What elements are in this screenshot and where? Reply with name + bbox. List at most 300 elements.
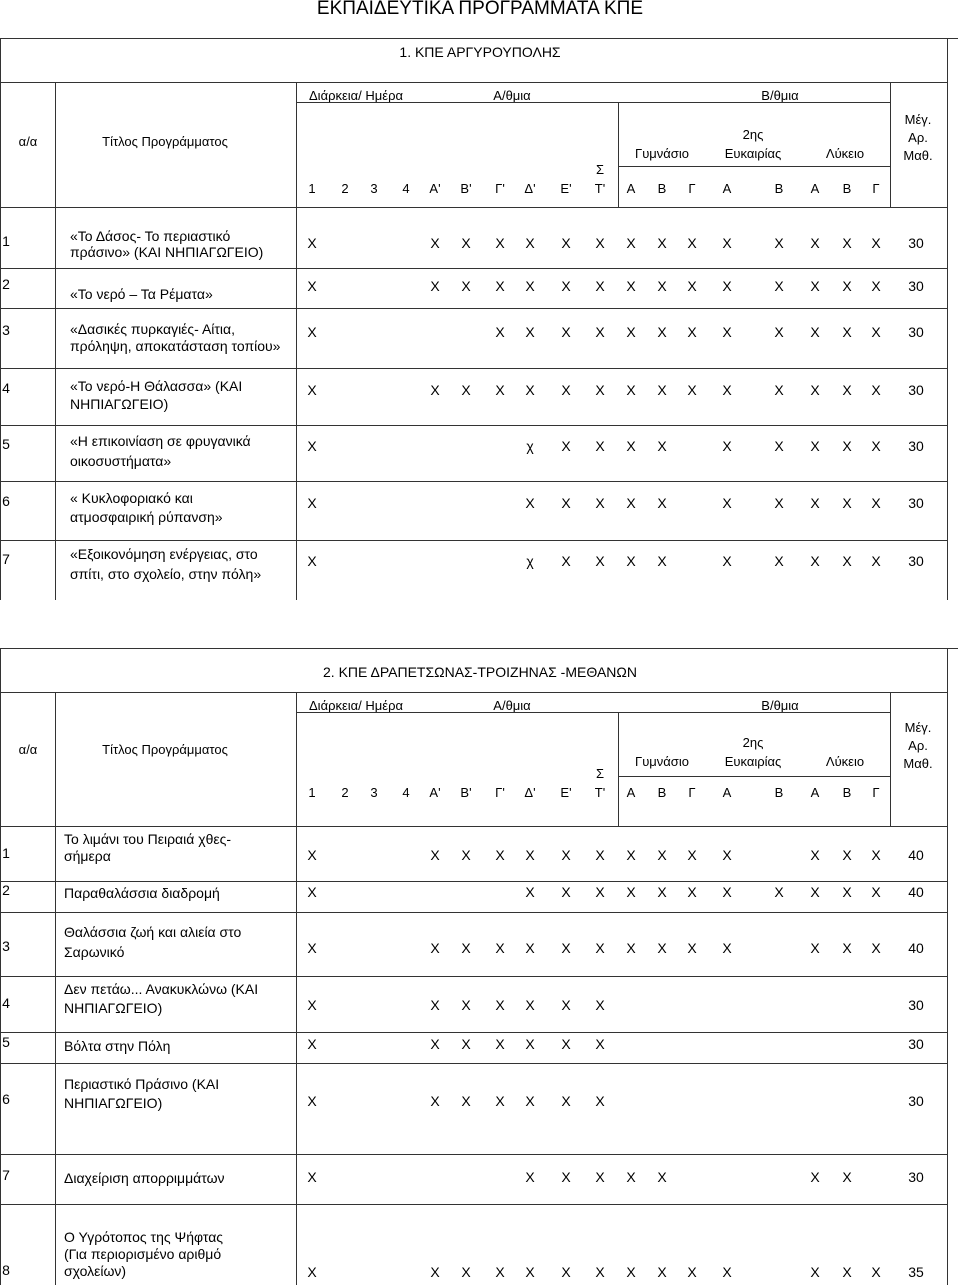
program-title: ΝΗΠΙΑΓΩΓΕΙΟ) <box>64 1000 163 1016</box>
header-vline <box>890 692 891 826</box>
row-separator <box>0 912 947 913</box>
mark-cell: X <box>774 235 784 251</box>
col-header-sigma: Σ <box>595 766 605 781</box>
row-number: 5 <box>2 1034 10 1050</box>
table-border-left <box>0 38 1 600</box>
program-title: πρόληψη, αποκατάσταση τοπίου» <box>70 338 281 354</box>
row-separator <box>0 207 947 208</box>
section-title-separator <box>0 82 947 83</box>
mark-cell: X <box>871 278 881 294</box>
mark-cell: X <box>595 382 605 398</box>
header-vline <box>55 82 56 207</box>
mark-cell: X <box>461 235 471 251</box>
mark-cell: X <box>430 847 440 863</box>
mark-cell: X <box>871 1264 881 1280</box>
col-header-second-chance: 2ης <box>742 127 764 142</box>
mark-cell: X <box>810 495 820 511</box>
mark-cell: X <box>495 324 505 340</box>
section-title: 1. ΚΠΕ ΑΡΓΥΡΟΥΠΟΛΗΣ <box>399 44 561 60</box>
program-title: ατμοσφαιρική ρύπανση» <box>70 509 223 525</box>
mark-cell: X <box>307 438 317 454</box>
header-subline <box>618 776 890 777</box>
mark-cell: X <box>687 940 697 956</box>
table-border-top <box>0 648 958 649</box>
program-title: Το λιμάνι του Πειραιά χθες- <box>64 831 232 847</box>
mark-cell: X <box>842 940 852 956</box>
mark-cell: X <box>810 1169 820 1185</box>
mark-cell: X <box>595 235 605 251</box>
mark-cell: X <box>626 438 636 454</box>
row-number: 1 <box>2 845 10 861</box>
program-title: Ο Υγρότοπος της Ψήφτας <box>64 1229 224 1245</box>
mark-cell: X <box>461 1093 471 1109</box>
program-title: «Το Δάσος- Το περιαστικό <box>70 228 231 244</box>
col-header-18: Γ <box>872 785 880 800</box>
mark-cell: X <box>495 940 505 956</box>
col-header-6: Β' <box>460 785 472 800</box>
mark-cell: X <box>461 382 471 398</box>
col-header-16: Α <box>810 785 820 800</box>
table-border-left <box>0 648 1 1285</box>
max-students-value: 30 <box>908 235 924 251</box>
row-separator <box>0 826 947 827</box>
row-number: 4 <box>2 380 10 396</box>
col-header-aa: α/α <box>18 742 38 757</box>
mark-cell: X <box>842 235 852 251</box>
mark-cell: X <box>307 997 317 1013</box>
mark-cell: X <box>810 847 820 863</box>
row-separator <box>0 268 947 269</box>
max-students-value: 35 <box>908 1264 924 1280</box>
mark-cell: X <box>774 324 784 340</box>
mark-cell: X <box>495 847 505 863</box>
mark-cell: X <box>657 940 667 956</box>
row-number: 6 <box>2 1091 10 1107</box>
col-header-lykeio: Λύκειο <box>825 754 865 769</box>
mark-cell: X <box>842 1169 852 1185</box>
mark-cell: X <box>495 382 505 398</box>
max-students-value: 40 <box>908 847 924 863</box>
program-title: «Δασικές πυρκαγιές- Αίτια, <box>70 321 236 337</box>
col-header-13: Γ <box>688 785 696 800</box>
mark-cell: X <box>561 495 571 511</box>
table-border-right <box>947 648 948 1285</box>
mark-cell: X <box>430 1036 440 1052</box>
col-header-max-2: Αρ. <box>908 738 928 753</box>
col-header-6: Β' <box>460 181 472 196</box>
col-header-7: Γ' <box>495 181 505 196</box>
mark-cell: X <box>810 438 820 454</box>
program-title: Περιαστικό Πράσινο (ΚΑΙ <box>64 1076 220 1092</box>
row-number: 6 <box>2 493 10 509</box>
program-title: οικοσυστήματα» <box>70 453 172 469</box>
header-subline <box>296 712 890 713</box>
header-vline <box>55 692 56 826</box>
col-header-5: Α' <box>429 785 441 800</box>
max-students-value: 30 <box>908 324 924 340</box>
row-separator <box>0 1154 947 1155</box>
mark-cell: X <box>525 1264 535 1280</box>
header-subline <box>618 166 890 167</box>
row-separator <box>0 1063 947 1064</box>
mark-cell: X <box>842 1264 852 1280</box>
max-students-value: 30 <box>908 997 924 1013</box>
col-header-15: Β <box>774 785 784 800</box>
mark-cell: X <box>561 278 571 294</box>
mark-cell: X <box>657 1169 667 1185</box>
row-separator <box>0 425 947 426</box>
mark-cell: X <box>561 884 571 900</box>
header-vline <box>618 102 619 207</box>
mark-cell: X <box>561 1264 571 1280</box>
col-header-duration: Διάρκεια/ Ημέρα <box>309 88 403 103</box>
col-header-1: 1 <box>308 181 316 196</box>
program-title: ΝΗΠΙΑΓΩΓΕΙΟ) <box>64 1095 163 1111</box>
header-vline <box>296 82 297 207</box>
mark-cell: X <box>626 884 636 900</box>
mark-cell: X <box>561 1169 571 1185</box>
mark-cell: X <box>774 438 784 454</box>
mark-cell: X <box>722 382 732 398</box>
mark-cell: X <box>657 847 667 863</box>
mark-cell: X <box>595 884 605 900</box>
mark-cell: X <box>307 940 317 956</box>
mark-cell: X <box>307 553 317 569</box>
mark-cell: X <box>626 382 636 398</box>
col-header-10: Τ' <box>594 785 606 800</box>
mark-cell: X <box>561 438 571 454</box>
mark-cell: X <box>626 495 636 511</box>
mark-cell: X <box>657 235 667 251</box>
mark-cell: X <box>722 884 732 900</box>
col-header-14: Α <box>722 785 732 800</box>
row-separator <box>0 1204 947 1205</box>
mark-cell: X <box>430 1264 440 1280</box>
row-vline <box>55 826 56 1285</box>
col-header-second-chance: 2ης <box>742 735 764 750</box>
mark-cell: X <box>722 438 732 454</box>
mark-cell: X <box>687 324 697 340</box>
mark-cell: X <box>461 278 471 294</box>
col-header-1: 1 <box>308 785 316 800</box>
mark-cell: X <box>561 382 571 398</box>
col-header-2: 2 <box>341 181 349 196</box>
mark-cell: X <box>842 847 852 863</box>
mark-cell: X <box>626 235 636 251</box>
max-students-value: 30 <box>908 495 924 511</box>
mark-cell: X <box>842 278 852 294</box>
program-title: «Το νερό – Τα Ρέματα» <box>70 286 213 302</box>
row-number: 8 <box>2 1262 10 1278</box>
mark-cell: X <box>810 553 820 569</box>
mark-cell: X <box>722 553 732 569</box>
mark-cell: X <box>595 324 605 340</box>
header-vline <box>296 692 297 826</box>
mark-cell: X <box>495 997 505 1013</box>
mark-cell: X <box>307 1264 317 1280</box>
mark-cell: X <box>561 1036 571 1052</box>
mark-cell: X <box>626 940 636 956</box>
row-number: 2 <box>2 276 10 292</box>
program-title: Θαλάσσια ζωή και αλιεία στο <box>64 924 242 940</box>
mark-cell: X <box>525 1169 535 1185</box>
mark-cell: X <box>461 1264 471 1280</box>
col-header-16: Α <box>810 181 820 196</box>
mark-cell: X <box>842 495 852 511</box>
program-title: (Για περιορισμένο αριθμό <box>64 1246 222 1262</box>
program-title: σήμερα <box>64 848 111 864</box>
mark-cell: X <box>687 278 697 294</box>
mark-cell: X <box>810 235 820 251</box>
row-number: 7 <box>2 551 10 567</box>
mark-cell: X <box>687 847 697 863</box>
col-header-14: Α <box>722 181 732 196</box>
row-separator <box>0 1032 947 1033</box>
mark-cell: X <box>307 324 317 340</box>
mark-cell: X <box>774 495 784 511</box>
col-header-max-3: Μαθ. <box>903 756 933 771</box>
mark-cell: X <box>626 324 636 340</box>
mark-cell: X <box>774 278 784 294</box>
mark-cell: X <box>810 278 820 294</box>
mark-cell: X <box>595 438 605 454</box>
mark-cell: X <box>657 438 667 454</box>
col-header-primary: Α/θμια <box>493 698 531 713</box>
mark-cell: X <box>561 997 571 1013</box>
mark-cell: X <box>626 847 636 863</box>
mark-cell: X <box>810 1264 820 1280</box>
col-header-9: Ε' <box>560 181 572 196</box>
col-header-max: Μέγ. <box>904 112 932 127</box>
mark-cell: X <box>307 235 317 251</box>
header-vline <box>890 82 891 207</box>
mark-cell: X <box>722 847 732 863</box>
row-vline <box>55 207 56 600</box>
mark-cell: X <box>307 495 317 511</box>
mark-cell: X <box>774 884 784 900</box>
mark-cell: X <box>810 382 820 398</box>
row-separator <box>0 481 947 482</box>
mark-cell: X <box>495 1264 505 1280</box>
mark-cell: X <box>842 884 852 900</box>
mark-cell: X <box>495 235 505 251</box>
mark-cell: X <box>871 495 881 511</box>
row-separator <box>0 976 947 977</box>
mark-cell: X <box>461 940 471 956</box>
row-number: 1 <box>2 233 10 249</box>
col-header-15: Β <box>774 181 784 196</box>
header-subline <box>296 102 890 103</box>
col-header-17: Β <box>842 785 852 800</box>
program-title: « Κυκλοφοριακό και <box>70 490 193 506</box>
col-header-11: Α <box>626 785 636 800</box>
program-title: σπίτι, στο σχολείο, στην πόλη» <box>70 566 262 582</box>
mark-cell: X <box>595 847 605 863</box>
col-header-18: Γ <box>872 181 880 196</box>
program-title: «Εξοικονόμηση ενέργειας, στο <box>70 546 258 562</box>
col-header-9: Ε' <box>560 785 572 800</box>
mark-cell: X <box>657 1264 667 1280</box>
col-header-max: Μέγ. <box>904 720 932 735</box>
mark-cell: X <box>525 278 535 294</box>
mark-cell: X <box>595 1169 605 1185</box>
mark-cell: X <box>561 1093 571 1109</box>
mark-cell: X <box>842 438 852 454</box>
row-number: 3 <box>2 322 10 338</box>
mark-cell: X <box>525 940 535 956</box>
mark-cell: X <box>495 1093 505 1109</box>
mark-cell: X <box>561 940 571 956</box>
document-title: ΕΚΠΑΙΔΕΥΤΙΚΑ ΠΡΟΓΡΑΜΜΑΤΑ ΚΠΕ <box>316 0 644 19</box>
mark-cell: X <box>595 997 605 1013</box>
row-number: 7 <box>2 1167 10 1183</box>
mark-cell: X <box>430 382 440 398</box>
mark-cell: X <box>525 1093 535 1109</box>
mark-cell: X <box>307 884 317 900</box>
mark-cell: X <box>307 1093 317 1109</box>
mark-cell: X <box>657 553 667 569</box>
mark-cell: X <box>810 940 820 956</box>
col-header-secondary: Β/θμια <box>761 698 799 713</box>
col-header-12: Β <box>657 785 667 800</box>
mark-cell: X <box>430 1093 440 1109</box>
program-title: Βόλτα στην Πόλη <box>64 1038 171 1054</box>
mark-cell: X <box>810 324 820 340</box>
mark-cell: X <box>461 997 471 1013</box>
max-students-value: 30 <box>908 438 924 454</box>
mark-cell: X <box>871 884 881 900</box>
mark-cell: X <box>595 495 605 511</box>
mark-cell: X <box>525 382 535 398</box>
col-header-secondary: Β/θμια <box>761 88 799 103</box>
col-header-12: Β <box>657 181 667 196</box>
row-separator <box>0 368 947 369</box>
col-header-second-chance-2: Ευκαιρίας <box>724 754 782 769</box>
mark-cell: X <box>495 1036 505 1052</box>
col-header-lykeio: Λύκειο <box>825 146 865 161</box>
mark-cell: X <box>461 1036 471 1052</box>
mark-cell: X <box>430 235 440 251</box>
col-header-title: Τίτλος Προγράμματος <box>102 742 228 757</box>
mark-cell: χ <box>526 438 534 454</box>
mark-cell: X <box>595 278 605 294</box>
mark-cell: X <box>525 495 535 511</box>
mark-cell: X <box>657 278 667 294</box>
max-students-value: 30 <box>908 1169 924 1185</box>
header-vline <box>618 712 619 826</box>
mark-cell: X <box>307 1169 317 1185</box>
mark-cell: X <box>871 324 881 340</box>
mark-cell: X <box>495 278 505 294</box>
program-title: σχολείων) <box>64 1263 127 1279</box>
mark-cell: χ <box>526 553 534 569</box>
col-header-7: Γ' <box>495 785 505 800</box>
mark-cell: X <box>871 235 881 251</box>
mark-cell: X <box>595 1093 605 1109</box>
mark-cell: X <box>307 847 317 863</box>
program-title: «Το νερό-Η Θάλασσα» (ΚΑΙ <box>70 378 243 394</box>
row-number: 2 <box>2 882 10 898</box>
col-header-second-chance-2: Ευκαιρίας <box>724 146 782 161</box>
col-header-max-2: Αρ. <box>908 130 928 145</box>
program-title: πράσινο» (ΚΑΙ ΝΗΠΙΑΓΩΓΕΙΟ) <box>70 244 264 260</box>
mark-cell: X <box>525 997 535 1013</box>
col-header-10: Τ' <box>594 181 606 196</box>
mark-cell: X <box>461 847 471 863</box>
mark-cell: X <box>687 1264 697 1280</box>
mark-cell: X <box>657 495 667 511</box>
mark-cell: X <box>687 235 697 251</box>
mark-cell: X <box>871 847 881 863</box>
max-students-value: 30 <box>908 1093 924 1109</box>
col-header-11: Α <box>626 181 636 196</box>
col-header-8: Δ' <box>524 181 536 196</box>
mark-cell: X <box>842 553 852 569</box>
table-border-top <box>0 38 958 39</box>
col-header-4: 4 <box>402 785 410 800</box>
row-separator <box>0 308 947 309</box>
mark-cell: X <box>657 324 667 340</box>
mark-cell: X <box>561 553 571 569</box>
mark-cell: X <box>722 324 732 340</box>
mark-cell: X <box>871 940 881 956</box>
mark-cell: X <box>430 997 440 1013</box>
mark-cell: X <box>561 847 571 863</box>
mark-cell: X <box>561 324 571 340</box>
col-header-3: 3 <box>370 785 378 800</box>
mark-cell: X <box>525 1036 535 1052</box>
mark-cell: X <box>722 940 732 956</box>
section-title-separator <box>0 692 947 693</box>
mark-cell: X <box>871 438 881 454</box>
mark-cell: X <box>842 382 852 398</box>
col-header-8: Δ' <box>524 785 536 800</box>
col-header-primary: Α/θμια <box>493 88 531 103</box>
mark-cell: X <box>871 553 881 569</box>
row-number: 4 <box>2 995 10 1011</box>
mark-cell: X <box>626 278 636 294</box>
mark-cell: X <box>595 940 605 956</box>
mark-cell: X <box>430 940 440 956</box>
mark-cell: X <box>525 235 535 251</box>
mark-cell: X <box>595 1036 605 1052</box>
mark-cell: X <box>871 382 881 398</box>
mark-cell: X <box>626 1264 636 1280</box>
row-vline <box>296 207 297 600</box>
mark-cell: X <box>626 1169 636 1185</box>
mark-cell: X <box>657 884 667 900</box>
mark-cell: X <box>722 495 732 511</box>
program-title: Σαρωνικό <box>64 944 125 960</box>
mark-cell: X <box>595 1264 605 1280</box>
table-border-right <box>947 38 948 600</box>
mark-cell: X <box>430 278 440 294</box>
mark-cell: X <box>525 884 535 900</box>
col-header-5: Α' <box>429 181 441 196</box>
col-header-duration: Διάρκεια/ Ημέρα <box>309 698 403 713</box>
mark-cell: X <box>595 553 605 569</box>
col-header-aa: α/α <box>18 134 38 149</box>
row-separator <box>0 881 947 882</box>
max-students-value: 30 <box>908 1036 924 1052</box>
mark-cell: X <box>525 324 535 340</box>
mark-cell: X <box>774 382 784 398</box>
col-header-gymnasio: Γυμνάσιο <box>635 754 689 769</box>
max-students-value: 40 <box>908 940 924 956</box>
row-number: 5 <box>2 436 10 452</box>
program-title: Δεν πετάω... Ανακυκλώνω (ΚΑΙ <box>64 981 259 997</box>
col-header-3: 3 <box>370 181 378 196</box>
